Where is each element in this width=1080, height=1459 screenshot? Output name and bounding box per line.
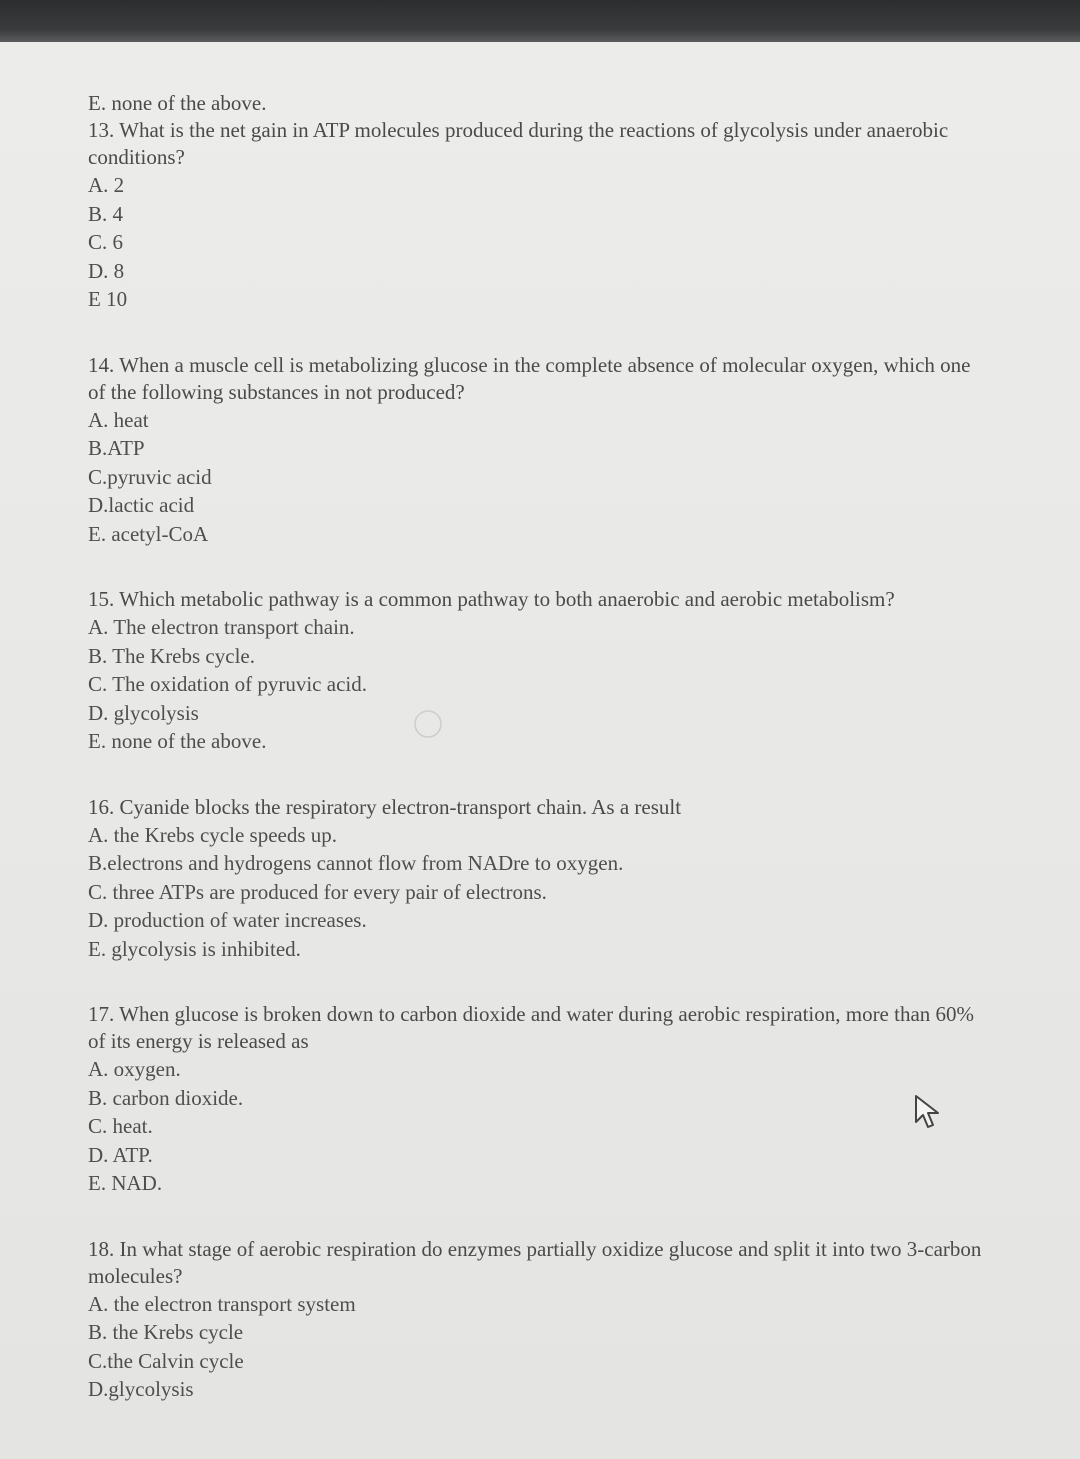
option: E. glycolysis is inhibited.: [88, 936, 301, 961]
option: B. the Krebs cycle: [88, 1320, 244, 1344]
option: E. NAD.: [88, 1171, 163, 1195]
question-text: 17. When glucose is broken down to carbon dioxide and water during aerobic respiration, more than 60% of its energy is released as: [88, 1002, 975, 1053]
question-text: 16. Cyanide blocks the respiratory electron-transport chain. As a result: [88, 794, 682, 819]
option: C. heat.: [88, 1114, 153, 1138]
mouse-pointer-icon: [912, 1092, 946, 1132]
option: D. ATP.: [88, 1142, 153, 1167]
options-list: [88, 821, 988, 964]
options-list: [88, 1055, 988, 1198]
option: B. The Krebs cycle.: [88, 643, 255, 668]
option: C. three ATPs are produced for every pair of electrons.: [88, 879, 547, 904]
question-16: [88, 794, 988, 964]
option: C. The oxidation of pyruvic acid.: [88, 672, 367, 696]
document-body: [88, 90, 988, 1442]
option: E. none of the above.: [88, 729, 267, 753]
option: B. carbon dioxide.: [88, 1085, 244, 1110]
option: A. oxygen.: [88, 1057, 181, 1081]
option: C. 6: [88, 230, 124, 254]
options-list: [88, 613, 988, 756]
screen-glare-icon: [408, 700, 448, 744]
option: C.the Calvin cycle: [88, 1348, 244, 1373]
option: E. acetyl-CoA: [88, 521, 209, 546]
option: A. the Krebs cycle speeds up.: [88, 822, 338, 847]
option: D.lactic acid: [88, 493, 195, 517]
option: D. glycolysis: [88, 700, 199, 725]
question-text: 18. In what stage of aerobic respiration do enzymes partially oxidize glucose and split it into two 3-carbon molecules?: [88, 1236, 982, 1288]
question-text: 13. What is the net gain in ATP molecules produced during the reactions of glycolysis under anaerobic conditions?: [88, 118, 949, 169]
question-15: [88, 586, 988, 756]
option: A. 2: [88, 173, 125, 197]
question-18: [88, 1236, 988, 1404]
option: D.glycolysis: [88, 1377, 194, 1401]
options-list: [88, 406, 988, 549]
question-17: [88, 1001, 988, 1198]
option: B.ATP: [88, 436, 145, 460]
option: C.pyruvic acid: [88, 464, 212, 489]
option: B. 4: [88, 201, 124, 226]
question-text: 15. Which metabolic pathway is a common pathway to both anaerobic and aerobic metabolism?: [88, 587, 895, 611]
option: D. production of water increases.: [88, 908, 367, 932]
option: E 10: [88, 287, 128, 311]
options-list: [88, 1290, 988, 1404]
option: A. the electron transport system: [88, 1291, 356, 1316]
previous-option: E. none of the above.: [88, 91, 267, 115]
question-13: [88, 117, 988, 314]
option: D. 8: [88, 258, 125, 283]
option: A. heat: [88, 407, 149, 432]
option: B.electrons and hydrogens cannot flow from NADre to oxygen.: [88, 851, 624, 875]
option: A. The electron transport chain.: [88, 615, 355, 639]
question-text: 14. When a muscle cell is metabolizing glucose in the complete absence of molecular oxygen, which one of the following substances in not produced?: [88, 352, 971, 404]
options-list: [88, 171, 988, 314]
question-14: [88, 352, 988, 549]
monitor-bezel: [0, 0, 1080, 42]
